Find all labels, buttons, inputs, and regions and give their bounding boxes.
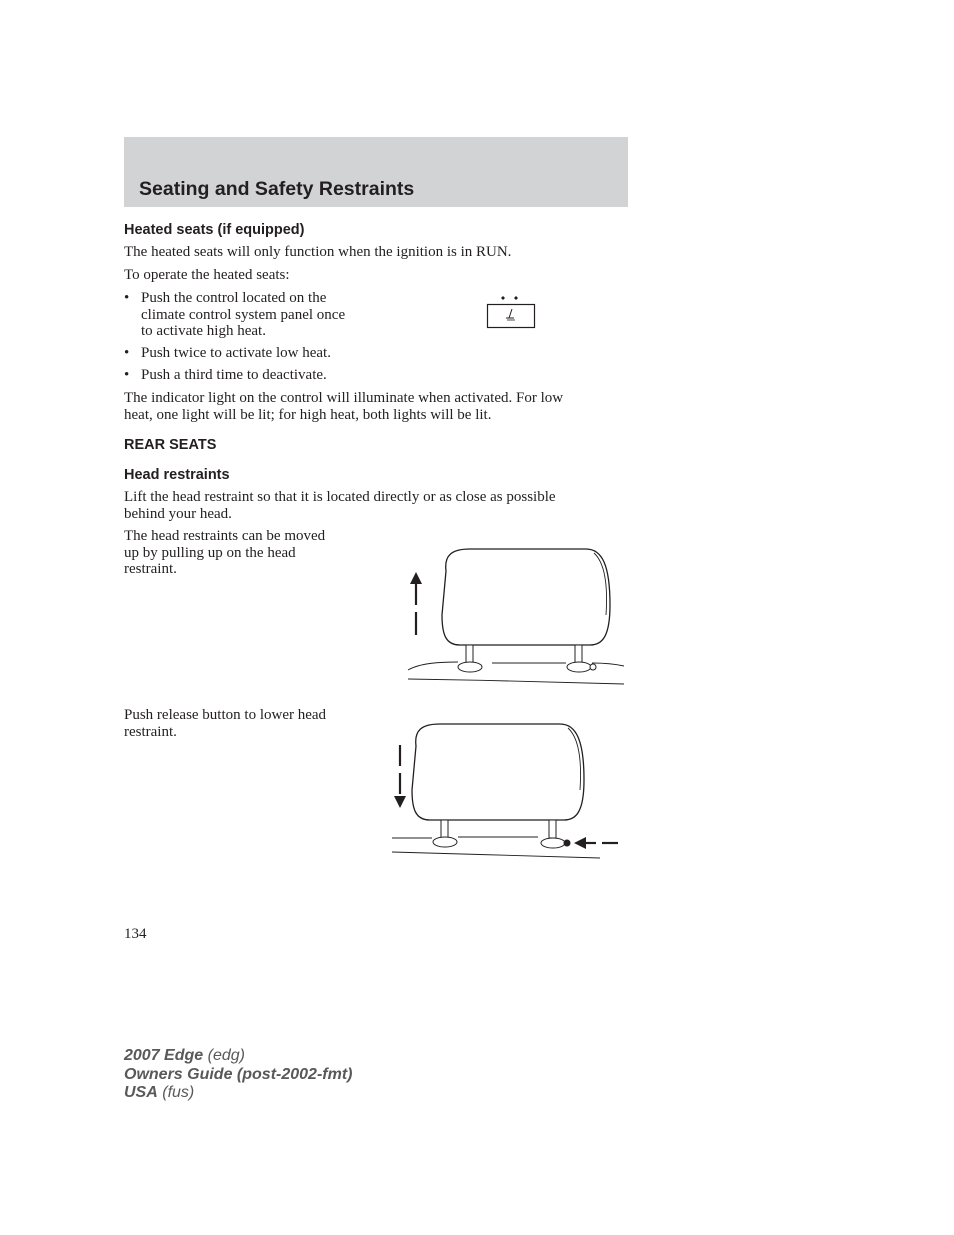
head-restraint-lower-illustration	[388, 720, 620, 865]
section-title: Seating and Safety Restraints	[139, 178, 415, 200]
release-button-icon	[564, 840, 570, 846]
footer: 2007 Edge (edg) Owners Guide (post-2002-fmt) USA (fus)	[124, 1047, 353, 1101]
indicator-paragraph: The indicator light on the control will illuminate when activated. For low heat, one light will be lit; for high heat, both lights will be lit.	[124, 390, 564, 423]
lower-instructions: Push release button to lower head restraint.	[124, 707, 327, 740]
heated-seats-heading: Heated seats (if equipped)	[124, 222, 305, 238]
list-item: • Push the control located on the climate control system panel once to activate high heat.	[124, 290, 346, 339]
down-arrow-icon	[394, 796, 406, 808]
rear-seats-heading: REAR SEATS	[124, 437, 217, 453]
head-restraints-heading: Head restraints	[124, 467, 230, 483]
heated-seats-operate: To operate the heated seats:	[124, 267, 290, 283]
heated-seats-intro: The heated seats will only function when the ignition is in RUN.	[124, 244, 512, 260]
page-number: 134	[124, 926, 147, 942]
head-restraint-raise-illustration	[400, 545, 630, 690]
list-item: • Push a third time to deactivate.	[124, 367, 327, 383]
up-arrow-icon	[410, 572, 422, 584]
left-arrow-icon	[574, 837, 586, 849]
heated-seat-icon	[486, 296, 536, 330]
list-item: • Push twice to activate low heat.	[124, 345, 331, 361]
section-header-band	[124, 137, 628, 207]
raise-instructions: The head restraints can be moved up by pulling up on the head restraint.	[124, 528, 326, 577]
head-restraints-paragraph: Lift the head restraint so that it is located directly or as close as possible behind your head.	[124, 489, 556, 522]
